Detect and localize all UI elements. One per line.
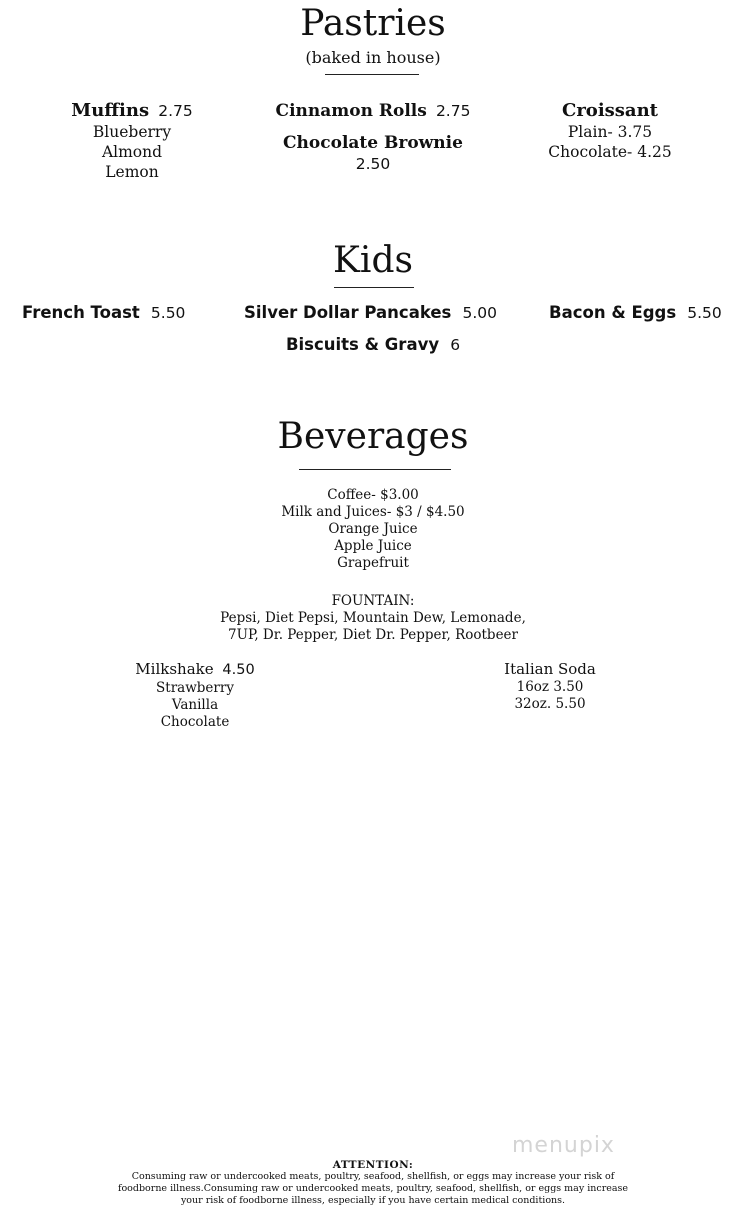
brownie-price: 2.50: [355, 155, 391, 173]
muffin-flavor: Almond: [101, 143, 163, 161]
beverage-line: Coffee- $3.00: [327, 487, 419, 503]
kids-heading: Kids: [333, 240, 413, 281]
milkshake-block: [110, 660, 280, 731]
kids-item: [22, 302, 185, 324]
croissant-block: [520, 100, 700, 162]
beverages-divider: [299, 469, 451, 470]
cinnamon-brownie-block: [238, 100, 508, 174]
kids-item-name: Bacon & Eggs: [549, 303, 677, 322]
pastries-section: [0, 3, 746, 68]
attention-line: Consuming raw or undercooked meats, poultry, seafood, shellfish, or eggs may increase your risk of: [131, 1171, 615, 1182]
muffin-flavor: Blueberry: [92, 123, 172, 141]
kids-item-price: 5.00: [462, 304, 497, 322]
milkshake-flavor: Strawberry: [156, 680, 234, 696]
fountain-label: FOUNTAIN:: [331, 593, 415, 609]
attention-line: foodborne illness.Consuming raw or undercooked meats, poultry, seafood, shellfish, or eggs may increase: [117, 1183, 629, 1194]
pastries-divider: [325, 74, 419, 75]
beverages-list: [0, 487, 746, 572]
kids-item-name: Silver Dollar Pancakes: [244, 303, 452, 322]
attention-label: ATTENTION:: [332, 1159, 414, 1171]
croissant-name: Croissant: [562, 100, 658, 121]
fountain-line: Pepsi, Diet Pepsi, Mountain Dew, Lemonade,: [220, 610, 526, 626]
pastries-subtitle: (baked in house): [305, 48, 441, 67]
muffins-price: 2.75: [158, 102, 193, 120]
milkshake-flavor: Chocolate: [160, 714, 230, 730]
beverage-line: Orange Juice: [328, 521, 418, 537]
italian-soda-block: [470, 660, 630, 713]
kids-item-name: French Toast: [22, 303, 140, 322]
cinnamon-rolls-name: Cinnamon Rolls: [275, 101, 427, 121]
kids-item-price: 6: [450, 336, 461, 354]
menupix-watermark: menupix: [512, 1133, 615, 1158]
kids-item-price: 5.50: [150, 304, 186, 322]
beverages-heading: Beverages: [277, 416, 469, 457]
croissant-option: Plain- 3.75: [567, 123, 653, 141]
kids-item: [549, 302, 722, 324]
fountain-line: 7UP, Dr. Pepper, Diet Dr. Pepper, Rootbeer: [228, 627, 518, 643]
kids-item-name: Biscuits & Gravy: [285, 335, 440, 354]
beverage-line: Milk and Juices- $3 / $4.50: [281, 504, 465, 520]
cinnamon-rolls-price: 2.75: [435, 102, 471, 120]
attention-line: your risk of foodborne illness, especially if you have certain medical conditions.: [180, 1195, 566, 1206]
pastries-heading: Pastries: [300, 3, 446, 44]
beverage-line: Apple Juice: [334, 538, 412, 554]
muffin-flavor: Lemon: [105, 163, 159, 181]
italian-soda-size: 32oz. 5.50: [514, 696, 586, 712]
kids-item: [0, 334, 746, 356]
kids-item-price: 5.50: [687, 304, 722, 322]
fountain-block: [0, 593, 746, 644]
milkshake-price: 4.50: [222, 662, 255, 678]
attention-notice: [0, 1159, 746, 1207]
muffins-block: [42, 100, 222, 182]
italian-soda-size: 16oz 3.50: [516, 679, 584, 695]
kids-divider: [334, 287, 414, 288]
croissant-option: Chocolate- 4.25: [548, 143, 672, 161]
milkshake-name: Milkshake: [135, 660, 214, 678]
italian-soda-name: Italian Soda: [504, 660, 596, 678]
beverage-line: Grapefruit: [337, 555, 409, 571]
kids-item: [244, 302, 497, 324]
milkshake-flavor: Vanilla: [171, 697, 219, 713]
brownie-name: Chocolate Brownie: [283, 133, 463, 153]
muffins-name: Muffins: [71, 100, 150, 121]
